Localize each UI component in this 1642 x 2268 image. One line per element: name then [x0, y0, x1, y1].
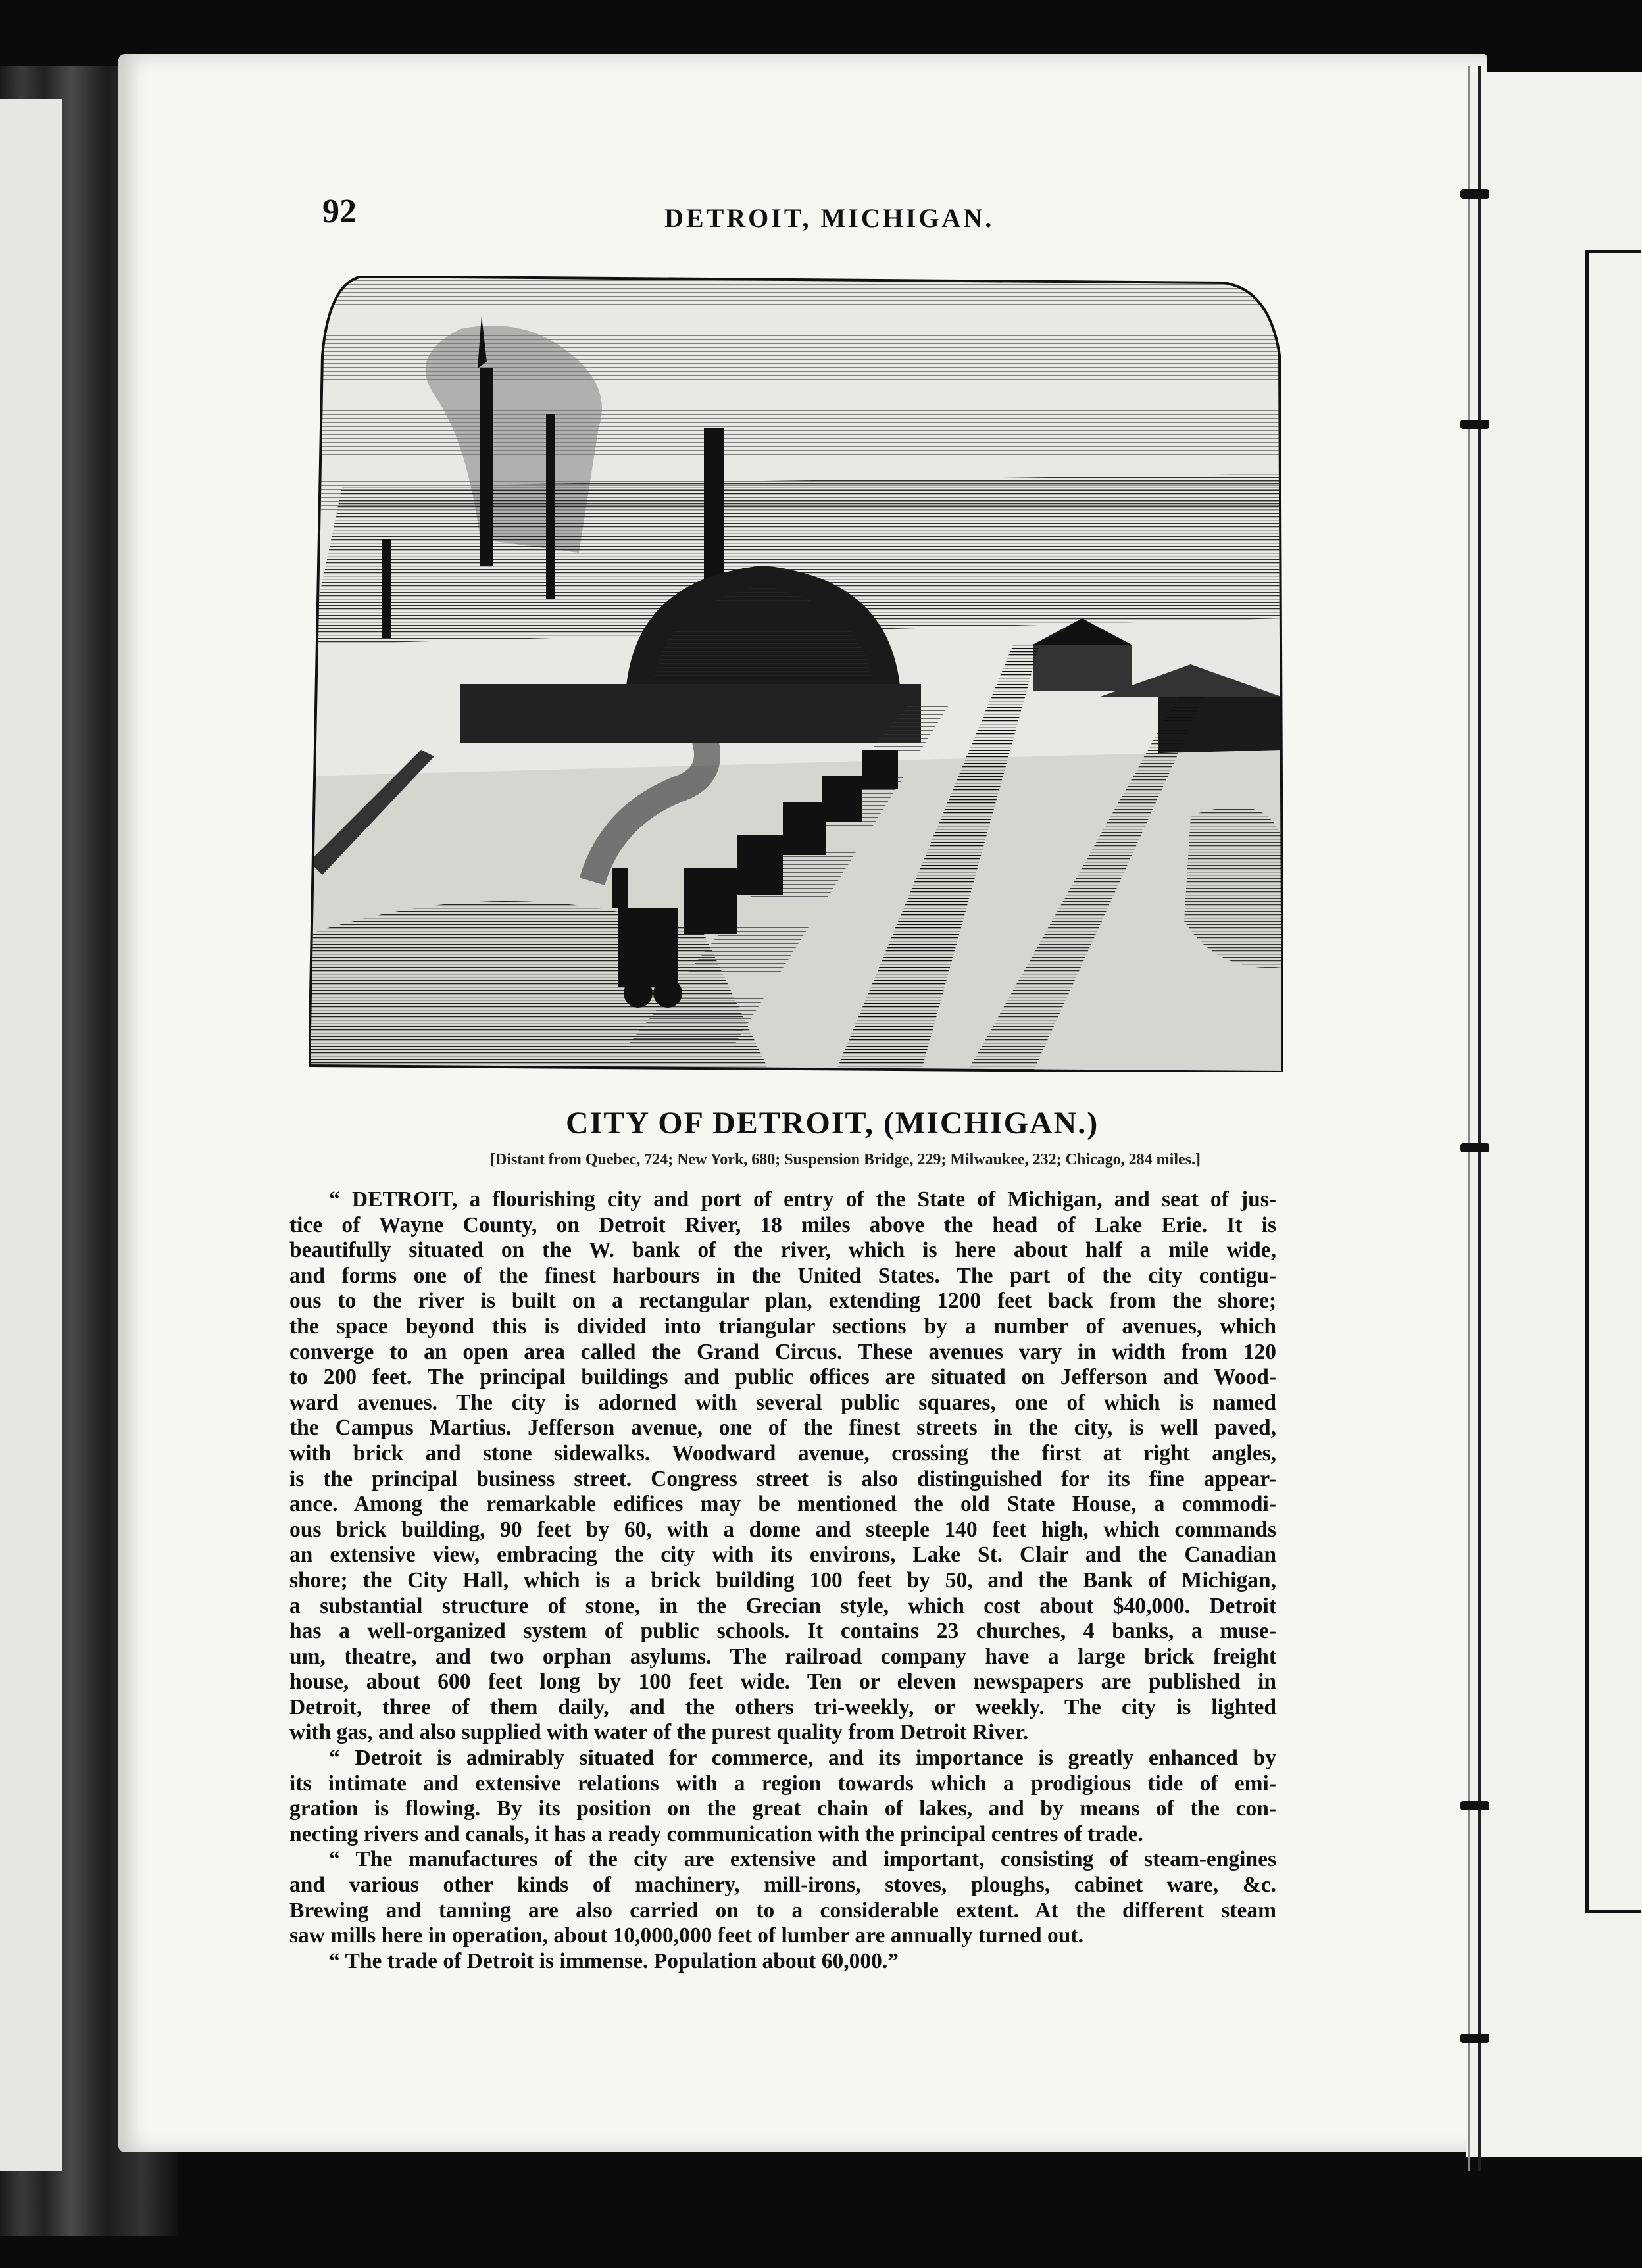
- text-line: ous to the river is built on a rectangular plan, extending 1200 feet back from the shore;: [289, 1289, 1276, 1314]
- body-text: [289, 1187, 1276, 1974]
- text-line: “ The trade of Detroit is immense. Population about 60,000.”: [329, 1948, 899, 1973]
- text-line: ance. Among the remarkable edifices may be mentioned the old State House, a commodi-: [289, 1492, 1276, 1517]
- text-line: ward avenues. The city is adorned with several public squares, one of which is named: [289, 1390, 1276, 1415]
- facing-page-frame: [1585, 250, 1641, 1913]
- binding-clip: [1460, 189, 1489, 199]
- binding-clip: [1460, 1143, 1489, 1152]
- gutter-line: [1468, 66, 1470, 2171]
- text-line: and forms one of the finest harbours in the United States. The part of the city contigu-: [289, 1263, 1276, 1288]
- text-line: its intimate and extensive relations with a region towards which a prodigious tide of emi-: [289, 1771, 1276, 1796]
- binding-clip: [1460, 1801, 1489, 1810]
- text-line: “ The manufactures of the city are extensive and important, consisting of steam-engines: [329, 1847, 1276, 1872]
- text-line: converge to an open area called the Grand Circus. These avenues vary in width from 120: [289, 1339, 1276, 1364]
- text-line: ous brick building, 90 feet by 60, with a dome and steeple 140 feet high, which commands: [289, 1517, 1276, 1542]
- gutter-rule: [1478, 66, 1481, 2171]
- text-line: necting rivers and canals, it has a ready communication with the principal centres of trade.: [289, 1821, 1143, 1846]
- text-line: with gas, and also supplied with water of the purest quality from Detroit River.: [289, 1720, 1029, 1745]
- text-line: saw mills here in operation, about 10,000,000 feet of lumber are annually turned out.: [289, 1923, 1083, 1948]
- text-line: has a well-organized system of public schools. It contains 23 churches, 4 banks, a muse-: [289, 1619, 1276, 1644]
- caption-title: CITY OF DETROIT, (MICHIGAN.): [566, 1106, 1099, 1141]
- text-line: shore; the City Hall, which is a brick building 100 feet by 50, and the Bank of Michigan,: [289, 1567, 1276, 1592]
- binding-clip: [1460, 420, 1489, 429]
- text-line: Brewing and tanning are also carried on to a considerable extent. At the different steam: [289, 1898, 1276, 1923]
- text-line: and various other kinds of machinery, mill-irons, stoves, ploughs, cabinet ware, &c.: [289, 1873, 1276, 1898]
- text-line: beautifully situated on the W. bank of the river, which is here about half a mile wide,: [289, 1238, 1276, 1263]
- text-line: with brick and stone sidewalks. Woodward avenue, crossing the first at right angles,: [289, 1441, 1276, 1466]
- text-line: an extensive view, embracing the city with its environs, Lake St. Clair and the Canadian: [289, 1542, 1276, 1567]
- text-line: a substantial structure of stone, in the Grecian style, which cost about $40,000. Detroit: [289, 1593, 1276, 1618]
- text-line: the Campus Martius. Jefferson avenue, one of the finest streets in the city, is well paved,: [289, 1416, 1276, 1441]
- previous-page-edge: [0, 99, 62, 2171]
- binding-clip: [1460, 2034, 1489, 2043]
- text-line: um, theatre, and two orphan asylums. The railroad company have a large brick freight: [289, 1644, 1276, 1669]
- text-line: to 200 feet. The principal buildings and public offices are situated on Jefferson and Wood-: [289, 1365, 1276, 1390]
- engraving-city-view: [309, 276, 1283, 1072]
- page-number: 92: [322, 193, 357, 230]
- running-head: DETROIT, MICHIGAN.: [664, 203, 995, 233]
- text-line: Detroit, three of them daily, and the others tri-weekly, or weekly. The city is lighted: [289, 1694, 1276, 1719]
- text-line: house, about 600 feet long by 100 feet wide. Ten or eleven newspapers are published in: [289, 1669, 1276, 1694]
- text-line: the space beyond this is divided into triangular sections by a number of avenues, which: [289, 1314, 1276, 1339]
- text-line: tice of Wayne County, on Detroit River, 18 miles above the head of Lake Erie. It is: [289, 1212, 1276, 1237]
- text-line: is the principal business street. Congress street is also distinguished for its fine appear-: [289, 1466, 1276, 1491]
- text-line: “ Detroit is admirably situated for commerce, and its importance is greatly enhanced by: [329, 1746, 1276, 1771]
- text-line: “ DETROIT, a flourishing city and port of entry of the State of Michigan, and seat of jus-: [329, 1187, 1276, 1212]
- text-line: gration is flowing. By its position on the great chain of lakes, and by means of the con-: [289, 1796, 1276, 1821]
- caption-distances: [Distant from Quebec, 724; New York, 680; Suspension Bridge, 229; Milwaukee, 232; Chicago, 284 miles.]: [490, 1151, 1201, 1168]
